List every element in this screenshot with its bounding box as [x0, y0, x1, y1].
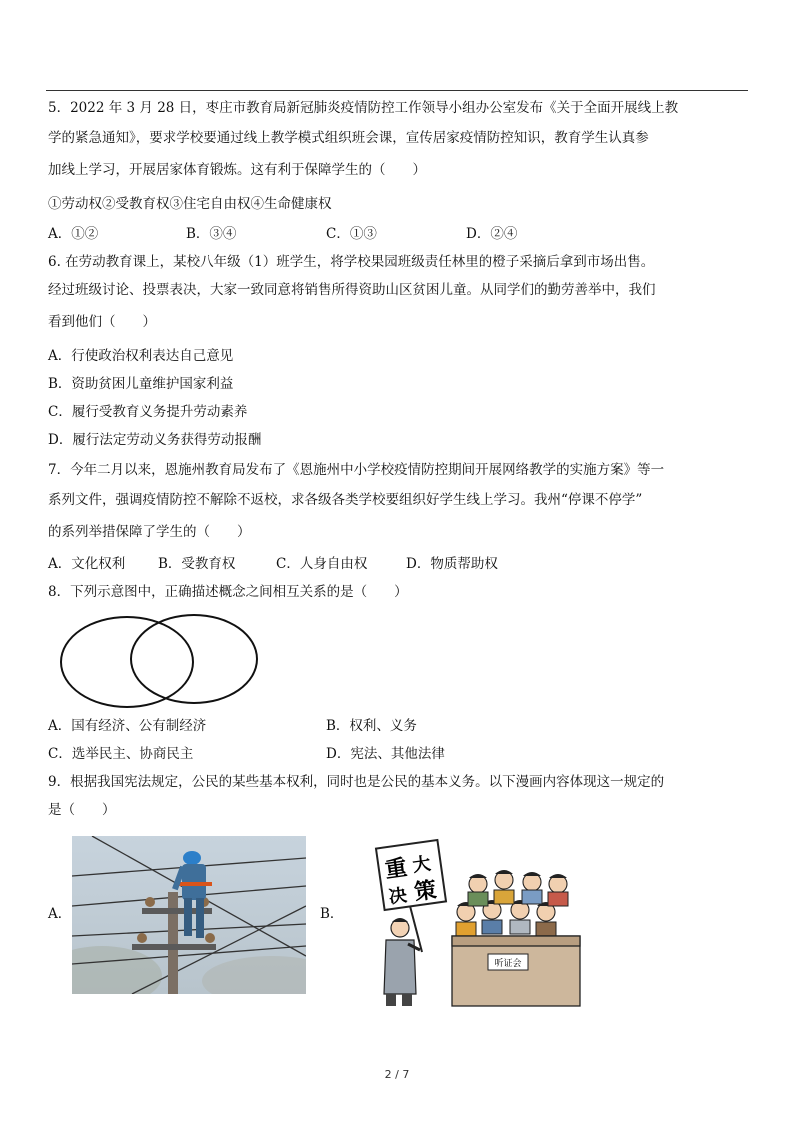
page-number: 2 / 7 [384, 1068, 410, 1081]
q6-option-c: C．履行受教育义务提升劳动素养 [48, 404, 248, 420]
q8-options-row-1 [48, 716, 417, 736]
q7-option-c: C．人身自由权 [276, 556, 368, 572]
q9-line-2: 是（ ） [48, 802, 116, 818]
q6-line-3: 看到他们（ ） [48, 314, 156, 330]
lineman-photo-illustration [72, 836, 306, 994]
q6-line-2: 经过班级讨论、投票表决，大家一致同意将销售所得资助山区贫困儿童。从同学们的勤劳善举中，我们 [48, 282, 656, 298]
hearing-desk-label: 听证会 [494, 959, 522, 969]
q7-line-3: 的系列举措保障了学生的（ ） [48, 524, 251, 540]
q6-option-d: D．履行法定劳动义务获得劳动报酬 [48, 432, 262, 448]
q8-options-row-2 [48, 744, 445, 764]
sign-char-2: 大 [411, 853, 433, 877]
q9-line-1: 9．根据我国宪法规定，公民的某些基本权利，同时也是公民的基本义务。以下漫画内容体现这一规定的 [48, 774, 665, 790]
venn-circle-right [130, 614, 258, 704]
q8-option-c: C．选举民主、协商民主 [48, 746, 194, 762]
q5-option-b: B．③④ [186, 226, 237, 242]
q5-options [48, 224, 517, 244]
sign-char-1: 重 [383, 855, 409, 884]
q8-option-a: A．国有经济、公有制经济 [48, 718, 207, 734]
sign-char-3: 决 [387, 884, 409, 909]
q5-option-a: A．①② [48, 226, 99, 242]
q5-line-3: 加线上学习，开展居家体育锻炼。这有利于保障学生的（ ） [48, 162, 426, 178]
q5-line-4: ①劳动权②受教育权③住宅自由权④生命健康权 [48, 196, 332, 212]
q5-option-d: D．②④ [466, 226, 518, 242]
q8-option-d: D．宪法、其他法律 [326, 746, 445, 762]
q6-line-1: 6. 在劳动教育课上，某校八年级（1）班学生，将学校果园班级责任林里的橙子采摘后拿到市场出售。 [48, 254, 655, 270]
hearing-cartoon [370, 832, 584, 1008]
q8-line-1: 8．下列示意图中，正确描述概念之间相互关系的是（ ） [48, 584, 408, 600]
q7-options [48, 554, 498, 574]
hearing-cartoon-illustration [370, 832, 584, 1008]
q9-option-b-label: B． [320, 906, 344, 922]
q6-option-a: A．行使政治权利表达自己意见 [48, 348, 234, 364]
q7-option-a: A．文化权利 [48, 556, 126, 572]
q5-option-c: C．①③ [326, 226, 377, 242]
q6-option-b: B．资助贫困儿童维护国家利益 [48, 376, 234, 392]
q8-option-b: B．权利、义务 [326, 718, 417, 734]
q7-option-b: B．受教育权 [158, 556, 236, 572]
q7-option-d: D．物质帮助权 [406, 556, 498, 572]
header-rule [46, 90, 748, 91]
lineman-photo [72, 836, 306, 994]
q5-line-2: 学的紧急通知》，要求学校要通过线上教学模式组织班会课，宣传居家疫情防控知识，教育学生认真参 [48, 130, 649, 146]
q5-line-1: 5．2022 年 3 月 28 日，枣庄市教育局新冠肺炎疫情防控工作领导小组办公室发布《关于全面开展线上教 [48, 100, 679, 116]
q9-option-a-label: A． [48, 906, 72, 922]
q7-line-2: 系列文件，强调疫情防控不解除不返校，求各级各类学校要组织好学生线上学习。我州“停课不停学” [48, 492, 643, 508]
sign-char-4: 策 [412, 877, 439, 906]
q7-line-1: 7．今年二月以来，恩施州教育局发布了《恩施州中小学校疫情防控期间开展网络教学的实施方案》等一 [48, 462, 665, 478]
